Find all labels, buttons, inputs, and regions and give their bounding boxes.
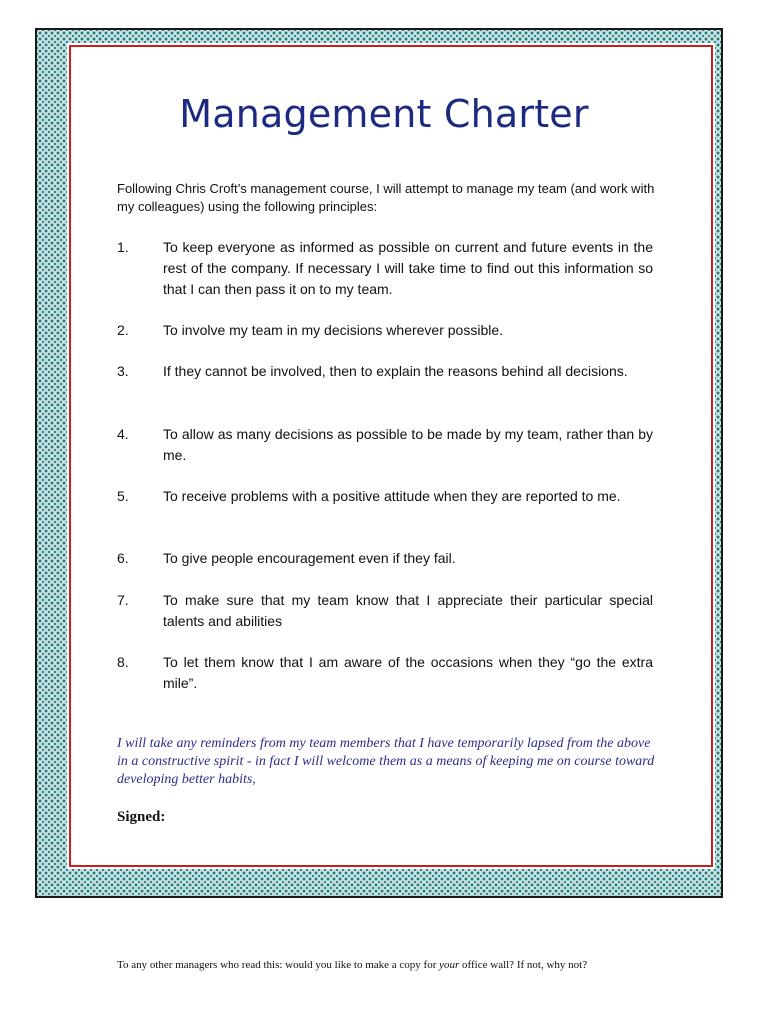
item-text: To let them know that I am aware of the occasions when they “go the extra mile”.	[163, 654, 653, 691]
page-title: Management Charter	[179, 92, 589, 136]
footer-emphasis: your	[439, 959, 460, 971]
footer-text-end: office wall? If not, why not?	[459, 959, 588, 971]
item-number: 7.	[117, 592, 129, 608]
item-number: 8.	[117, 654, 129, 670]
footer-text-start: To any other managers who read this: would you like to make a copy for	[117, 959, 440, 971]
item-number: 5.	[117, 488, 129, 504]
item-text: To make sure that my team know that I appreciate their particular special talents and abilities	[163, 592, 653, 629]
item-number: 4.	[117, 426, 129, 442]
item-number: 1.	[117, 239, 129, 255]
signature-label: Signed:	[117, 809, 166, 825]
item-number: 2.	[117, 322, 129, 338]
intro-paragraph: Following Chris Croft’s management course, I will attempt to manage my team (and work with my colleagues) using the following principles:	[117, 181, 655, 214]
item-text: To give people encouragement even if they fail.	[163, 550, 456, 566]
item-text: To keep everyone as informed as possible on current and future events in the rest of the company. If necessary I will take time to find out this information so that I can then pass it on to my team.	[163, 239, 653, 297]
item-text: To receive problems with a positive attitude when they are reported to me.	[163, 488, 621, 504]
item-number: 6.	[117, 550, 129, 566]
item-text: If they cannot be involved, then to explain the reasons behind all decisions.	[163, 363, 628, 379]
item-text: To allow as many decisions as possible to be made by my team, rather than by me.	[163, 426, 653, 463]
closing-statement: I will take any reminders from my team members that I have temporarily lapsed from the above in a constructive spirit - in fact I will welcome them as a means of keeping me on course toward developing better habits,	[117, 736, 655, 787]
item-text: To involve my team in my decisions wherever possible.	[163, 322, 504, 338]
footer-note	[117, 959, 677, 971]
item-number: 3.	[117, 363, 129, 379]
